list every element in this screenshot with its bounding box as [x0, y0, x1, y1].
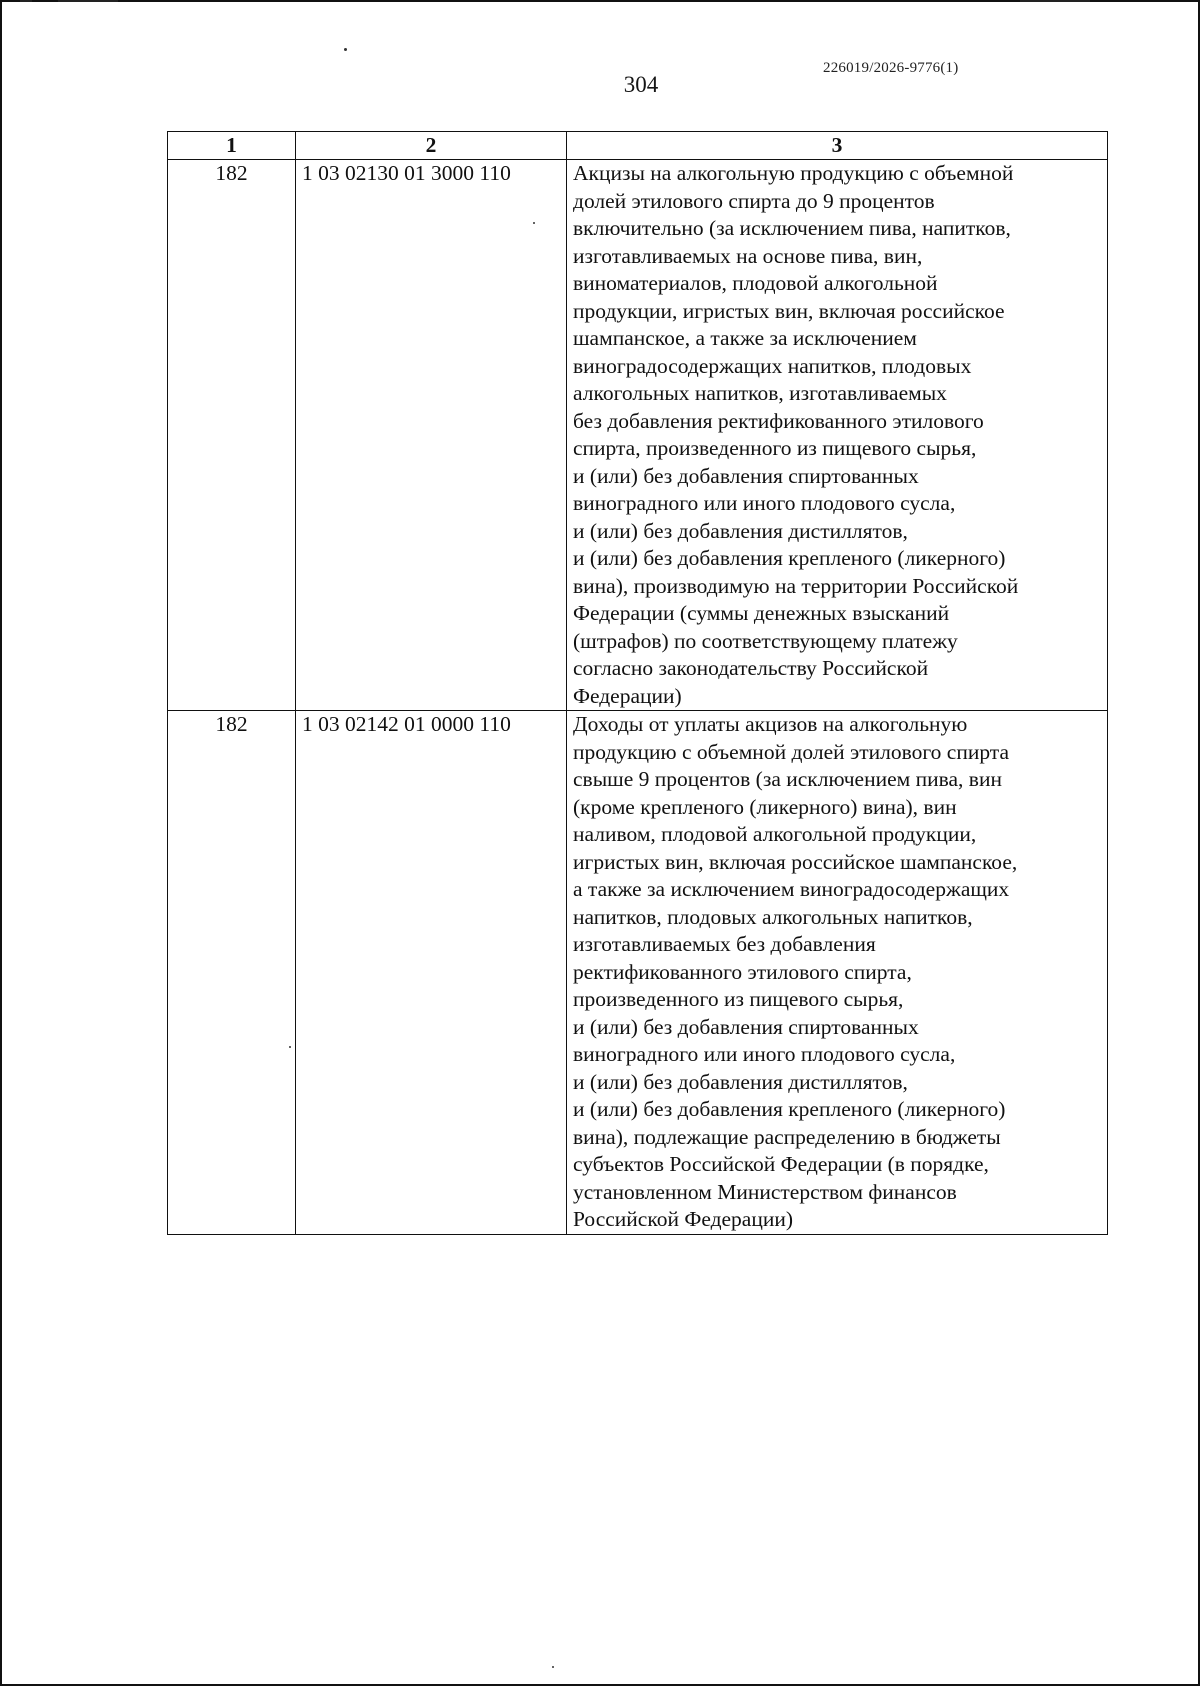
description-line: а также за исключением виноградосодержащих: [573, 877, 1010, 901]
description-line: и (или) без добавления спиртованных: [573, 463, 919, 488]
description-line: наливом, плодовой алкогольной продукции,: [573, 822, 977, 846]
description-line: и (или) без добавления крепленого (ликерного): [573, 1097, 1006, 1121]
scan-artifact-top-right: [1020, 0, 1090, 2]
table-row: [168, 160, 1108, 711]
description-line: свыше 9 процентов (за исключением пива, вин: [573, 767, 1002, 791]
description-line: и (или) без добавления спиртованных: [573, 1014, 919, 1039]
scan-artifact-top-left-2: [58, 0, 118, 2]
page-number: 304: [623, 72, 659, 97]
description-line: без добавления ректификованного этилового: [573, 408, 984, 433]
description-line: согласно законодательству Российской: [573, 656, 929, 680]
scan-dot-top: [344, 48, 347, 51]
description-line: и (или) без добавления дистиллятов,: [573, 518, 908, 543]
budget-classification-table: [167, 131, 1108, 1235]
admin-code-cell: 182: [168, 160, 296, 711]
description-line: игристых вин, включая российское шампанское,: [573, 849, 1018, 874]
description-line: шампанское, а также за исключением: [573, 326, 917, 350]
description-line: и (или) без добавления дистиллятов,: [573, 1069, 908, 1094]
description-line: алкогольных напитков, изготавливаемых: [573, 381, 947, 405]
description-cell: [567, 711, 1108, 1235]
description-line: Федерации (суммы денежных взысканий: [573, 601, 950, 625]
column-header-1: 1: [168, 132, 296, 160]
admin-code-cell: 182: [168, 711, 296, 1235]
description-line: Российской Федерации): [573, 1207, 794, 1231]
column-header-2: 2: [296, 132, 567, 160]
description-cell: [567, 160, 1108, 711]
kbk-code-cell: 1 03 02130 01 3000 110: [296, 160, 567, 711]
description-line: произведенного из пищевого сырья,: [573, 987, 904, 1011]
document-id: 226019/2026-9776(1): [823, 60, 959, 76]
description-line: виноградосодержащих напитков, плодовых: [573, 353, 972, 378]
description-line: вина), подлежащие распределению в бюджеты: [573, 1124, 1001, 1149]
description-line: и (или) без добавления крепленого (ликерного): [573, 546, 1006, 570]
description-line: ректификованного этилового спирта,: [573, 959, 912, 984]
description-line: виноградного или иного плодового сусла,: [573, 1042, 956, 1066]
description-line: виноматериалов, плодовой алкогольной: [573, 271, 938, 295]
description-line: продукцию с объемной долей этилового спирта: [573, 739, 1009, 764]
description-line: изготавливаемых без добавления: [573, 932, 876, 956]
description-line: продукции, игристых вин, включая российское: [573, 298, 1005, 323]
scan-dot-bottom: [552, 1666, 554, 1668]
scan-artifact-top-left: [20, 0, 32, 2]
description-line: Акцизы на алкогольную продукцию с объемной: [573, 161, 1014, 185]
description-line: Федерации): [573, 683, 682, 708]
description-line: включительно (за исключением пива, напитков,: [573, 216, 1011, 240]
kbk-code-cell: 1 03 02142 01 0000 110: [296, 711, 567, 1235]
table-row: [168, 711, 1108, 1235]
description-line: долей этилового спирта до 9 процентов: [573, 188, 935, 213]
description-line: Доходы от уплаты акцизов на алкогольную: [573, 712, 968, 736]
description-line: виноградного или иного плодового сусла,: [573, 491, 956, 515]
description-line: (кроме крепленого (ликерного) вина), вин: [573, 794, 957, 819]
description-line: (штрафов) по соответствующему платежу: [573, 628, 958, 653]
description-line: спирта, произведенного из пищевого сырья,: [573, 436, 977, 460]
table-header-row: [168, 132, 1108, 160]
description-line: напитков, плодовых алкогольных напитков,: [573, 904, 973, 929]
description-line: субъектов Российской Федерации (в порядке,: [573, 1152, 989, 1176]
description-line: вина), производимую на территории Российской: [573, 573, 1019, 598]
column-header-3: 3: [567, 132, 1108, 160]
description-line: изготавливаемых на основе пива, вин,: [573, 243, 923, 268]
description-line: установленном Министерством финансов: [573, 1179, 957, 1204]
